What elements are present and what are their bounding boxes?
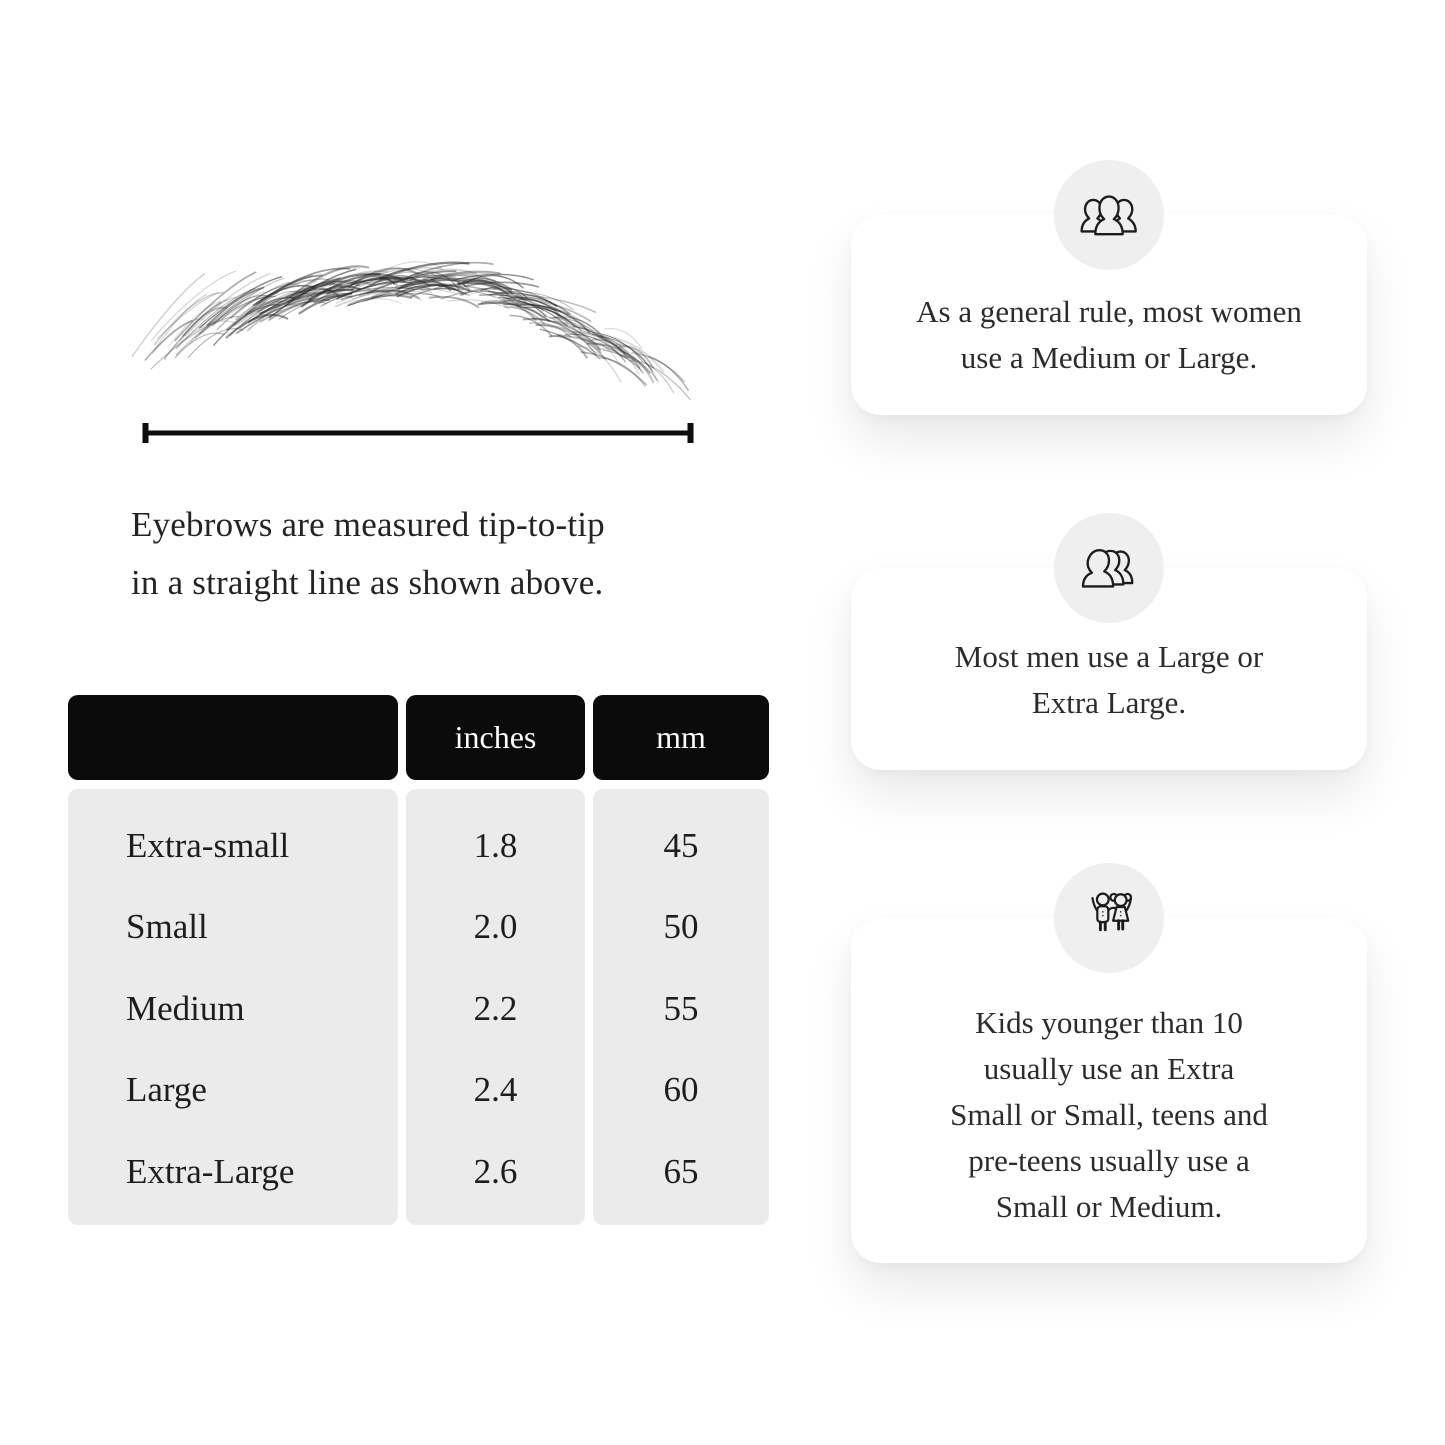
- mm-value: 55: [663, 988, 699, 1028]
- card-text-line: As a general rule, most women: [916, 293, 1302, 329]
- inches-value: 2.0: [473, 907, 518, 947]
- size-table-label-column: [68, 789, 398, 1225]
- card-text-line: pre-teens usually use a: [968, 1143, 1250, 1178]
- mm-value: 50: [663, 907, 699, 947]
- mm-value: 65: [663, 1151, 699, 1191]
- eyebrow-sketch-strokes: [118, 230, 702, 400]
- eyebrow-sketch: [118, 230, 702, 400]
- size-label: Medium: [126, 988, 245, 1028]
- card-text-line: use a Medium or Large.: [960, 339, 1258, 375]
- size-table-header-blank: [68, 695, 398, 780]
- card-text-line: usually use an Extra: [983, 1051, 1235, 1086]
- inches-value: 2.2: [473, 988, 518, 1028]
- card-text-line: Small or Medium.: [995, 1189, 1223, 1224]
- size-label: Small: [126, 907, 208, 947]
- inches-value: 2.6: [473, 1151, 518, 1191]
- card-text-line: Kids younger than 10: [975, 1005, 1243, 1040]
- men-badge: [1054, 513, 1164, 623]
- size-table-header-inches: inches: [406, 695, 585, 780]
- men-card-text: [955, 634, 1264, 726]
- men-sizing-card: [851, 568, 1367, 770]
- women-card-text: [916, 289, 1302, 381]
- size-label: Large: [126, 1070, 207, 1110]
- size-label: Extra-Large: [126, 1151, 295, 1191]
- mm-value: 60: [663, 1070, 699, 1110]
- inches-value: 2.4: [473, 1070, 518, 1110]
- kids-badge: [1054, 863, 1164, 973]
- men-group-icon: [1076, 542, 1142, 594]
- measurement-line: [141, 419, 695, 447]
- size-table-header-mm: mm: [593, 695, 769, 780]
- women-badge: [1054, 160, 1164, 270]
- size-table-mm-column: [593, 789, 769, 1225]
- kids-card-text: [950, 1000, 1268, 1230]
- inches-value: 1.8: [473, 825, 518, 865]
- kids-sizing-card: [851, 918, 1367, 1263]
- size-table-inches-column: [406, 789, 585, 1225]
- figure-caption-line: in a straight line as shown above.: [131, 563, 604, 602]
- card-text-line: Extra Large.: [1031, 685, 1187, 720]
- card-text-line: Most men use a Large or: [954, 639, 1264, 674]
- size-label: Extra-small: [126, 825, 290, 865]
- figure-caption-line: Eyebrows are measured tip-to-tip: [131, 505, 605, 544]
- women-group-icon: [1076, 189, 1142, 241]
- figure-caption: [131, 496, 731, 612]
- card-text-line: Small or Small, teens and: [950, 1097, 1268, 1132]
- mm-value: 45: [663, 825, 699, 865]
- women-sizing-card: [851, 215, 1367, 415]
- children-icon: [1076, 889, 1142, 947]
